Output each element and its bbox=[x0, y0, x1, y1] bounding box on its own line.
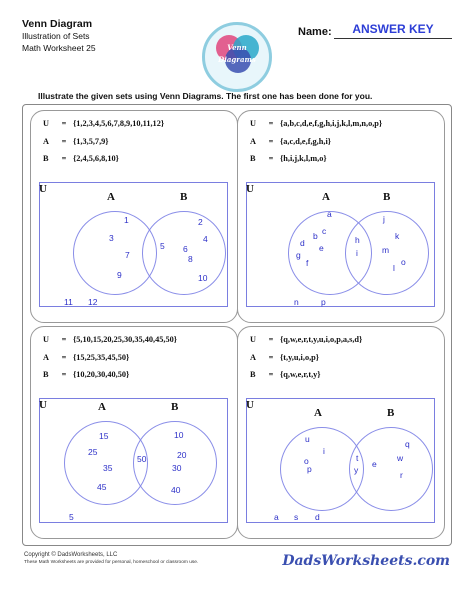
set-a-definition bbox=[43, 137, 164, 155]
element-outside: 12 bbox=[88, 297, 98, 307]
set-members: {1,2,3,4,5,6,7,8,9,10,11,12} bbox=[73, 119, 165, 128]
element-outside: 11 bbox=[64, 297, 73, 307]
venn-diagram bbox=[246, 182, 435, 307]
element-only-a: 3 bbox=[109, 233, 114, 243]
worksheet-number: Math Worksheet 25 bbox=[22, 43, 96, 53]
universal-set-label: U bbox=[39, 183, 47, 195]
set-name: A bbox=[43, 136, 49, 146]
element-only-b: e bbox=[372, 459, 377, 469]
venn-diagrams-logo bbox=[202, 22, 272, 92]
element-outside: d bbox=[315, 512, 320, 522]
worksheet-title: Venn Diagram bbox=[22, 18, 93, 30]
circle-a-label: A bbox=[322, 191, 330, 203]
circle-b bbox=[349, 427, 433, 511]
set-name: B bbox=[250, 154, 256, 163]
element-only-b: 6 bbox=[183, 244, 188, 254]
element-only-b: j bbox=[383, 214, 385, 224]
element-only-b: 30 bbox=[172, 463, 182, 473]
set-members: {q,w,e,r,t,y,u,i,o,p,a,s,d} bbox=[280, 335, 363, 344]
set-a-definition bbox=[250, 353, 362, 371]
set-u-definition bbox=[250, 335, 362, 353]
set-a-definition bbox=[250, 137, 382, 155]
set-b-definition bbox=[250, 154, 382, 172]
set-members: {15,25,35,45,50} bbox=[73, 352, 130, 362]
set-name: B bbox=[43, 154, 49, 163]
circle-b-label: B bbox=[171, 401, 179, 413]
element-both: h bbox=[355, 235, 360, 245]
set-name: U bbox=[43, 119, 49, 128]
set-members: {a,c,d,e,f,g,h,i} bbox=[280, 136, 332, 146]
venn-diagram bbox=[246, 398, 435, 523]
element-outside: n bbox=[294, 297, 299, 307]
equals-sign: = bbox=[268, 370, 274, 379]
element-only-a: p bbox=[307, 464, 312, 474]
name-label: Name: bbox=[298, 26, 332, 38]
set-name: A bbox=[43, 352, 49, 362]
element-outside: p bbox=[321, 297, 326, 307]
set-definitions bbox=[43, 119, 164, 172]
element-outside: a bbox=[274, 512, 279, 522]
set-name: U bbox=[250, 335, 256, 344]
set-name: A bbox=[250, 352, 256, 362]
equals-sign: = bbox=[268, 119, 274, 128]
element-only-a: 7 bbox=[125, 250, 130, 260]
element-only-a: 45 bbox=[97, 482, 107, 492]
element-outside: 5 bbox=[69, 512, 74, 522]
element-only-b: q bbox=[405, 439, 410, 449]
footer-note: These Math Worksheets are provided for personal, homeschool or classroom use. bbox=[24, 560, 199, 565]
universal-set-label: U bbox=[39, 399, 47, 411]
set-members: {t,y,u,i,o,p} bbox=[280, 352, 320, 362]
element-only-b: k bbox=[395, 231, 400, 241]
equals-sign: = bbox=[61, 154, 67, 163]
element-only-b: r bbox=[400, 470, 403, 480]
equals-sign: = bbox=[268, 335, 274, 344]
venn-problem-2 bbox=[237, 110, 445, 323]
element-both: y bbox=[354, 465, 359, 475]
dadsworksheets-logo: DadsWorksheets.com bbox=[282, 553, 450, 569]
circle-b-label: B bbox=[180, 191, 188, 203]
equals-sign: = bbox=[61, 352, 67, 362]
element-only-b: 2 bbox=[198, 217, 203, 227]
universal-set-label: U bbox=[246, 183, 254, 195]
venn-diagram bbox=[39, 182, 228, 307]
venn-problem-3 bbox=[30, 326, 238, 539]
copyright: Copyright © DadsWorksheets, LLC bbox=[24, 552, 118, 558]
equals-sign: = bbox=[268, 352, 274, 362]
element-only-b: m bbox=[382, 245, 390, 255]
worksheet-header bbox=[22, 18, 96, 54]
element-only-b: 40 bbox=[171, 485, 181, 495]
equals-sign: = bbox=[61, 119, 67, 128]
set-definitions bbox=[43, 335, 177, 388]
element-both: i bbox=[356, 248, 358, 258]
element-outside: s bbox=[294, 512, 299, 522]
set-members: {q,w,e,r,t,y} bbox=[280, 370, 321, 379]
set-members: {1,3,5,7,9} bbox=[73, 136, 109, 146]
circle-b-label: B bbox=[387, 407, 395, 419]
universal-set-label: U bbox=[246, 399, 254, 411]
element-only-a: b bbox=[313, 231, 318, 241]
equals-sign: = bbox=[61, 335, 67, 344]
set-u-definition bbox=[43, 335, 177, 353]
name-field: ANSWER KEY bbox=[334, 22, 452, 39]
element-only-a: o bbox=[304, 456, 309, 466]
set-members: {10,20,30,40,50} bbox=[73, 370, 130, 379]
equals-sign: = bbox=[268, 154, 274, 163]
instructions: Illustrate the given sets using Venn Diagrams. The first one has been done for you. bbox=[38, 91, 373, 101]
worksheet-subtitle: Illustration of Sets bbox=[22, 31, 90, 41]
equals-sign: = bbox=[61, 136, 67, 146]
logo-text-venn: Venn bbox=[227, 43, 247, 52]
set-name: U bbox=[250, 119, 256, 128]
set-a-definition bbox=[43, 353, 177, 371]
equals-sign: = bbox=[268, 136, 274, 146]
element-only-a: f bbox=[306, 258, 309, 268]
set-definitions bbox=[250, 119, 382, 172]
element-only-a: 25 bbox=[88, 447, 98, 457]
element-only-a: a bbox=[327, 209, 332, 219]
element-only-b: l bbox=[393, 263, 395, 273]
element-only-b: 4 bbox=[203, 234, 208, 244]
element-only-a: 15 bbox=[99, 431, 109, 441]
set-members: {5,10,15,20,25,30,35,40,45,50} bbox=[73, 335, 178, 344]
element-only-a: 9 bbox=[117, 270, 122, 280]
venn-problem-4 bbox=[237, 326, 445, 539]
set-u-definition bbox=[250, 119, 382, 137]
set-name: B bbox=[250, 370, 256, 379]
element-only-a: e bbox=[319, 243, 324, 253]
element-only-b: w bbox=[397, 453, 404, 463]
set-members: {2,4,5,6,8,10} bbox=[73, 154, 119, 163]
element-only-b: o bbox=[401, 257, 406, 267]
set-b-definition bbox=[43, 370, 177, 388]
element-only-b: 8 bbox=[188, 254, 193, 264]
venn-diagram bbox=[39, 398, 228, 523]
element-only-b: 10 bbox=[174, 430, 184, 440]
element-both: 5 bbox=[160, 241, 165, 251]
set-name: A bbox=[250, 136, 256, 146]
element-both: t bbox=[356, 453, 359, 463]
circle-a-label: A bbox=[107, 191, 115, 203]
circle-a-label: A bbox=[314, 407, 322, 419]
element-both: 50 bbox=[137, 454, 147, 464]
set-name: U bbox=[43, 335, 49, 344]
circle-a-label: A bbox=[98, 401, 106, 413]
set-members: {a,b,c,d,e,f,g,h,i,j,k,l,m,n,o,p} bbox=[280, 119, 383, 128]
element-only-a: c bbox=[322, 226, 327, 236]
venn-problem-1 bbox=[30, 110, 238, 323]
set-b-definition bbox=[250, 370, 362, 388]
equals-sign: = bbox=[61, 370, 67, 379]
element-only-a: g bbox=[296, 250, 301, 260]
element-only-b: 20 bbox=[177, 450, 187, 460]
set-b-definition bbox=[43, 154, 164, 172]
footer bbox=[24, 551, 198, 567]
set-members: {h,i,j,k,l,m,o} bbox=[280, 154, 327, 163]
set-definitions bbox=[250, 335, 362, 388]
circle-b-label: B bbox=[383, 191, 391, 203]
element-only-a: 35 bbox=[103, 463, 113, 473]
element-only-a: d bbox=[300, 238, 305, 248]
set-name: B bbox=[43, 370, 49, 379]
element-only-a: i bbox=[323, 446, 325, 456]
element-only-b: 10 bbox=[198, 273, 208, 283]
logo-text-diagrams: Diagrams bbox=[218, 55, 256, 64]
set-u-definition bbox=[43, 119, 164, 137]
element-only-a: 1 bbox=[124, 215, 129, 225]
element-only-a: u bbox=[305, 434, 310, 444]
